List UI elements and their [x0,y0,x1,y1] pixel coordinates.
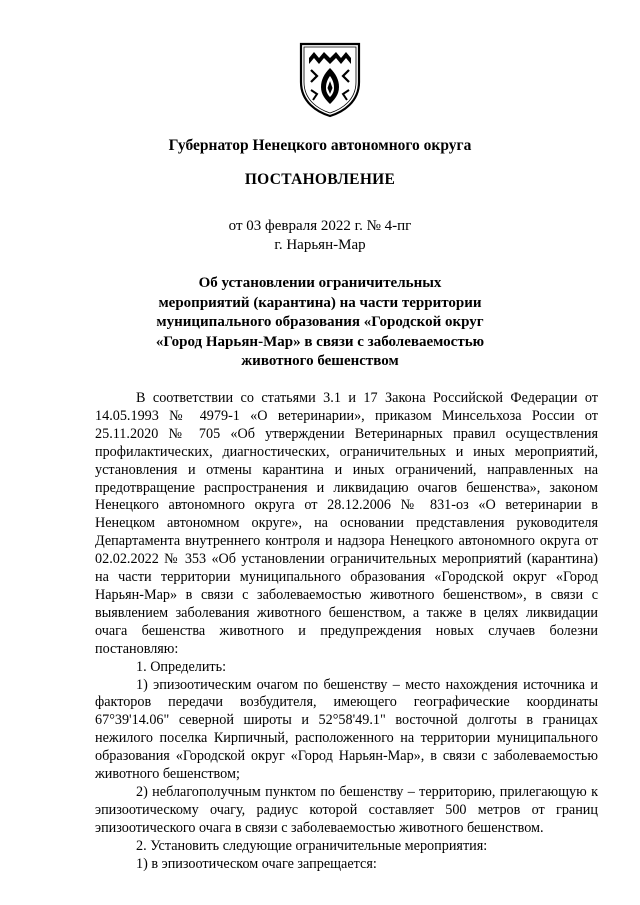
date-and-number [0,217,640,255]
paragraph-item: 1) эпизоотическим очагом по бешенству – место нахождения источника и факторов передачи возбудителя, имеющего географические координаты 67°39'14.06" северной широты и 52°58'49.1" восточной долготы в границах нежилого поселка Кирпичный, расположенного на территории муниципального образования «Городской округ «Город Нарьян-Мар», в связи с заболеваемостью животного бешенством; [95,676,598,783]
subject-line: Об установлении ограничительных [198,275,442,291]
coat-of-arms-icon [299,42,361,118]
document-type-heading: ПОСТАНОВЛЕНИЕ [244,171,396,188]
date-number: от 03 февраля 2022 г. № 4-пг [228,218,412,234]
subject-line: муниципального образования «Городской округ [156,314,484,331]
paragraph-item: 1) в эпизоотическом очаге запрещается: [136,855,377,872]
subject-line: животного бешенством [241,353,399,370]
organization-heading: Губернатор Ненецкого автономного округа [168,137,472,154]
city: г. Нарьян-Мар [274,237,366,253]
paragraph-preamble: В соответствии со статьями 3.1 и 17 Закона Российской Федерации от 14.05.1993 № 4979-1 «О ветеринарии», приказом Минсельхоза России от 25.11.2020 № 705 «Об утверждении Ветеринарных правил осуществления профилактических, диагностических, ограничительных и иных мероприятий, установления и отмены карантина и иных ограничений, направленных на предотвращение распространения и ликвидацию очагов бешенства», законом Ненецкого автономного округа от 28.12.2006 № 831-оз «О ветеринарии в Ненецком автономном округе», на основании представления руководителя Департамента внутреннего контроля и надзора Ненецкого автономного округа от 02.02.2022 № 353 «Об установлении ограничительных мероприятий (карантина) на части территории муниципального образования «Городской округ «Город Нарьян-Мар» в связи с заболеваемостью животного бешенством», в связи с выявлением заболевания животного бешенством, а также в целях ликвидации очага бешенства животного и предупреждения новых случаев болезни постановляю: [95,390,598,657]
subject-line: «Город Нарьян-Мар» в связи с заболеваемостью [155,333,485,350]
subject-line: мероприятий (карантина) на части территории [158,294,482,311]
document-body [95,390,598,873]
paragraph-item: 2. Установить следующие ограничительные мероприятия: [136,837,488,854]
document-subject [0,274,640,372]
paragraph-item: 2) неблагополучным пунктом по бешенству – территорию, прилегающую к эпизоотическому очагу, радиус которой составляет 500 метров от границ эпизоотического очага в связи с заболеваемостью животного бешенством. [95,783,598,836]
paragraph-item: 1. Определить: [136,658,227,675]
